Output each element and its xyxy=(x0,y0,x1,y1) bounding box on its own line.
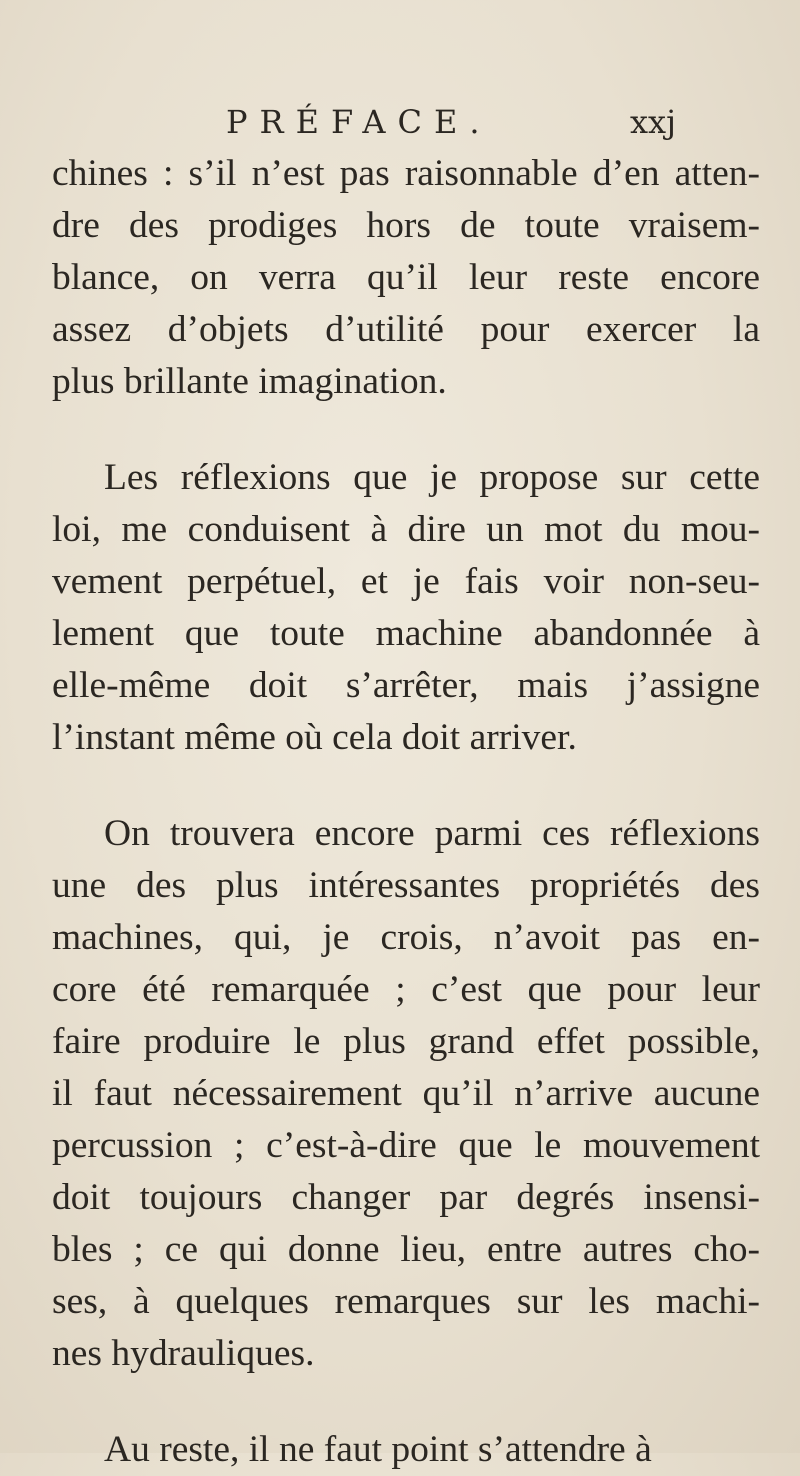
text-line: une des plus intéressantes propriétés des xyxy=(52,865,760,906)
text-line: ses, à quelques remarques sur les machi- xyxy=(52,1281,760,1322)
text-line: chines : s’il n’est pas raisonnable d’en atten- xyxy=(52,153,760,194)
paragraph-au-reste xyxy=(52,1424,760,1476)
running-head xyxy=(0,100,800,144)
paragraph-machine-properties xyxy=(52,808,760,1380)
text-line: l’instant même où cela doit arriver. xyxy=(52,717,577,758)
text-line: bles ; ce qui donne lieu, entre autres cho- xyxy=(52,1229,760,1270)
paragraph-continuation xyxy=(52,148,760,408)
text-line: elle-même doit s’arrêter, mais j’assigne xyxy=(52,665,760,706)
running-title: PRÉFACE. xyxy=(226,103,492,141)
text-line: il faut nécessairement qu’il n’arrive aucune xyxy=(52,1073,760,1114)
text-line: doit toujours changer par degrés insensi- xyxy=(52,1177,760,1218)
text-line: Au reste, il ne faut point s’attendre à xyxy=(104,1429,652,1470)
text-line: On trouvera encore parmi ces réflexions xyxy=(104,813,760,854)
body-text xyxy=(52,148,760,1476)
paragraph-perpetual-motion xyxy=(52,452,760,764)
text-line: assez d’objets d’utilité pour exercer la xyxy=(52,309,760,350)
text-line: machines, qui, je crois, n’avoit pas en- xyxy=(52,917,760,958)
text-line: core été remarquée ; c’est que pour leur xyxy=(52,969,760,1010)
page-number: xxj xyxy=(629,103,676,141)
text-line: percussion ; c’est-à-dire que le mouvement xyxy=(52,1125,760,1166)
text-line: Les réflexions que je propose sur cette xyxy=(104,457,760,498)
text-line: nes hydrauliques. xyxy=(52,1333,315,1374)
text-line: dre des prodiges hors de toute vraisem- xyxy=(52,205,760,246)
text-line: lement que toute machine abandonnée à xyxy=(52,613,760,654)
text-line: faire produire le plus grand effet possible, xyxy=(52,1021,760,1062)
text-line: blance, on verra qu’il leur reste encore xyxy=(52,257,760,298)
text-line: vement perpétuel, et je fais voir non-seu- xyxy=(52,561,760,602)
text-line: loi, me conduisent à dire un mot du mou- xyxy=(52,509,760,550)
text-line: plus brillante imagination. xyxy=(52,361,447,402)
